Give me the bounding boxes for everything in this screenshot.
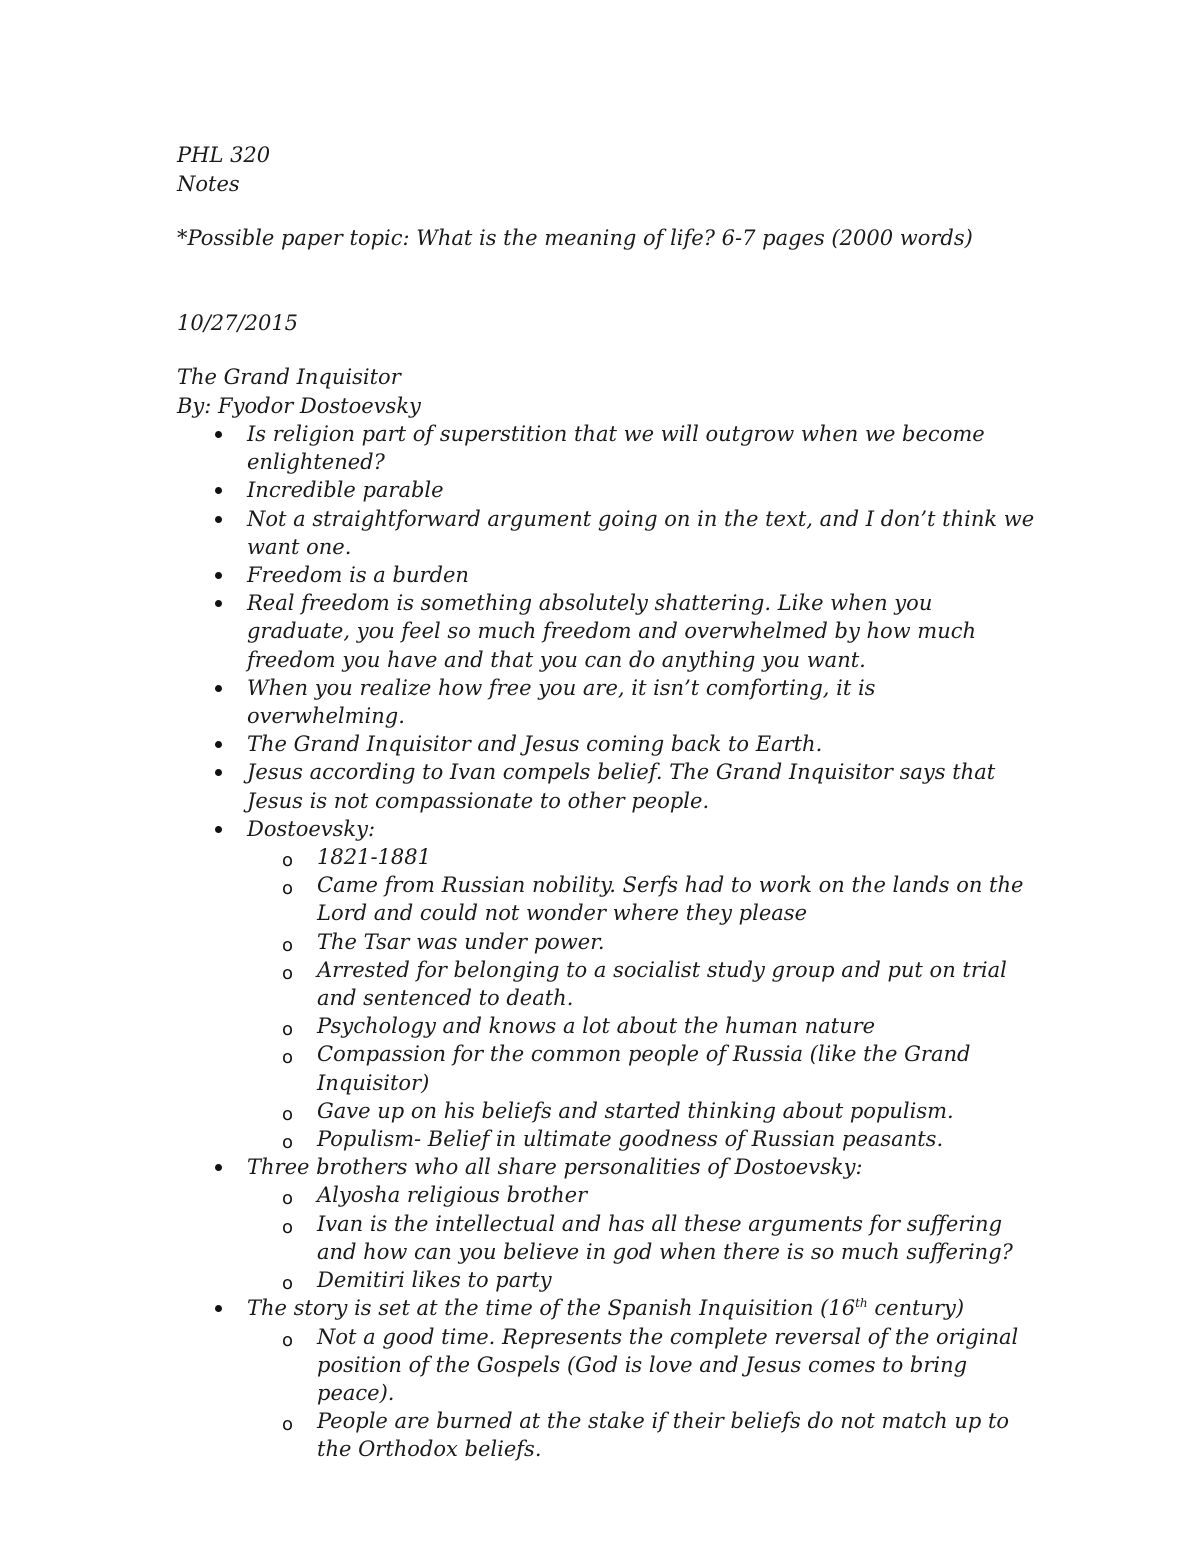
list-item: Incredible parable [177,476,1037,504]
sub-list-item: o Alyosha religious brother [247,1181,1037,1209]
hollow-bullet-icon: o [282,878,294,900]
hollow-bullet-icon: o [282,1132,294,1154]
bullet-icon [215,487,222,494]
sub-list-item: o The Tsar was under power. [247,928,1037,956]
reading-title: The Grand Inquisitor [177,365,401,389]
sub-list [247,843,1037,1153]
sub-list [247,1181,1037,1294]
hollow-bullet-icon: o [282,1019,294,1041]
list-item: Freedom is a burden [177,561,1037,589]
notes-list [177,420,1037,1464]
sub-list [247,1323,1037,1464]
hollow-bullet-icon: o [282,934,294,956]
hollow-bullet-icon: o [282,1273,294,1295]
bullet-icon [215,826,222,833]
sub-list-item: o Arrested for belonging to a socialist study group and put on trial and sentenced to death. [282,957,1007,1011]
note-date: 10/27/2015 [177,310,299,335]
doc-type: Notes [177,171,240,196]
hollow-bullet-icon: o [282,1103,294,1125]
sub-list-item: o Gave up on his beliefs and started thinking about populism. [247,1097,1037,1125]
bullet-icon [215,685,222,692]
list-item-setting: The story is set at the time of the Spanish Inquisition (16th century) o Not a good time. Represents the complete reversal of the original position of the Gospels (God is love and Jesus comes to bring peace). o People are burned at the stake if their beliefs do not match up to the Orthodox beliefs. [177,1294,1037,1463]
hollow-bullet-icon: o [282,962,294,984]
bullet-icon [215,1305,222,1312]
hollow-bullet-icon: o [282,1414,294,1436]
reading-author: By: Fyodor Dostoevsky [177,393,421,418]
sub-list-item: o Populism- Belief in ultimate goodness of Russian peasants. [247,1125,1037,1153]
list-item: Not a straightforward argument going on in the text, and I don’t think we want one. [177,505,1037,561]
sub-list-item: o Not a good time. Represents the complete reversal of the original position of the Gospels (God is love and Jesus comes to bring peace). [282,1324,1019,1405]
bullet-icon [215,516,222,523]
list-item: Jesus according to Ivan compels belief. The Grand Inquisitor says that Jesus is not compassionate to other people. [177,758,1037,814]
hollow-bullet-icon: o [282,1188,294,1210]
list-item: The Grand Inquisitor and Jesus coming back to Earth. [177,730,1037,758]
list-item: Is religion part of superstition that we will outgrow when we become enlightened? [177,420,1037,476]
bullet-icon [215,741,222,748]
list-item-brothers: Three brothers who all share personalities of Dostoevsky: o Alyosha religious brother o Ivan is the intellectual and has all these arguments for suffering and how can you believe in god when there is so much suffering? o Demitiri likes to party [177,1153,1037,1294]
sub-list-item: o Demitiri likes to party [247,1266,1037,1294]
hollow-bullet-icon: o [282,1047,294,1069]
bullet-icon [215,769,222,776]
sub-list-item: o Compassion for the common people of Russia (like the Grand Inquisitor) [282,1042,971,1095]
course-code: PHL 320 [177,143,271,167]
sub-list-item: o Came from Russian nobility. Serfs had to work on the lands on the Lord and could not wonder where they please [282,873,1024,926]
sub-list-item: o Psychology and knows a lot about the human nature [247,1012,1037,1040]
hollow-bullet-icon: o [282,1216,294,1238]
list-item: When you realize how free you are, it isn’t comforting, it is overwhelming. [177,674,1037,730]
hollow-bullet-icon: o [282,850,294,872]
sub-list-item: o 1821-1881 [247,843,1037,871]
notes-page [177,141,1037,1464]
list-item: Real freedom is something absolutely shattering. Like when you graduate, you feel so much freedom and overwhelmed by how much freedom you have and that you can do anything you want. [177,589,1037,674]
list-item-dostoevsky: Dostoevsky: o 1821-1881 o Came from Russian nobility. Serfs had to work on the lands on the Lord and could not wonder where they please o The Tsar was under power. o Arrested for belonging to a socialist study group and put on trial and sentenced to death. o Psychology and knows a lot about the human nature o Compassion for the common people of Russia (like the Grand Inquisitor) o Gave up on his beliefs and started thinking about populism. o Populism- Belief in ultimate goodness of Russian peasants. [177,815,1037,1153]
bullet-icon [215,600,222,607]
bullet-icon [215,1164,222,1171]
bullet-icon [215,431,222,438]
paper-topic: *Possible paper topic: What is the meaning of life? 6-7 pages (2000 words) [177,226,973,250]
bullet-icon [215,572,222,579]
sub-list-item: o People are burned at the stake if their beliefs do not match up to the Orthodox beliefs. [282,1409,1010,1462]
sub-list-item: o Ivan is the intellectual and has all these arguments for suffering and how can you believe in god when there is so much suffering? [282,1211,1013,1264]
hollow-bullet-icon: o [282,1329,294,1351]
